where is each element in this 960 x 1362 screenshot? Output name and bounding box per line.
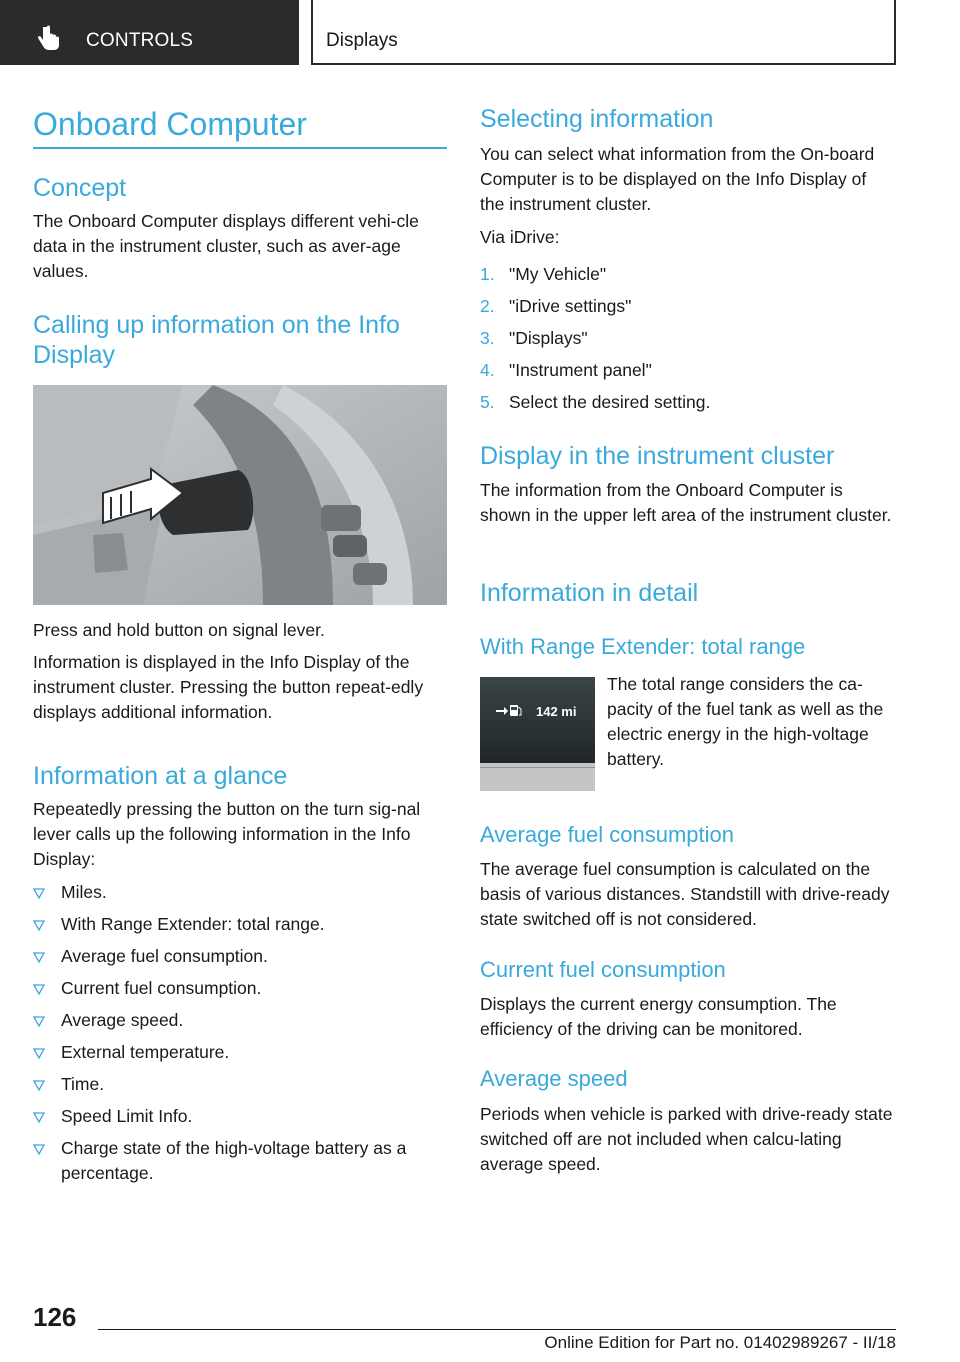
footer-rule bbox=[98, 1329, 896, 1330]
glance-heading: Information at a glance bbox=[33, 762, 288, 790]
range-value: 142 mi bbox=[536, 704, 577, 719]
glance-item bbox=[33, 880, 447, 905]
glance-item bbox=[33, 912, 447, 937]
section-label: CONTROLS bbox=[86, 30, 194, 51]
step-text: "Instrument panel" bbox=[509, 360, 652, 380]
step-number: 3. bbox=[480, 328, 495, 348]
glance-item-text: Miles. bbox=[61, 882, 107, 902]
hand-pointer-icon bbox=[36, 25, 62, 53]
step-item bbox=[480, 390, 895, 415]
signal-lever-illustration bbox=[33, 385, 447, 605]
concept-heading: Concept bbox=[33, 174, 127, 202]
step-item bbox=[480, 326, 895, 351]
step-number: 4. bbox=[480, 360, 495, 380]
step-item bbox=[480, 358, 895, 383]
title-rule bbox=[33, 147, 447, 149]
avg-speed-heading: Average speed bbox=[480, 1066, 628, 1091]
chapter-label: Displays bbox=[326, 30, 398, 51]
page-title: Onboard Computer bbox=[33, 106, 307, 142]
calling-caption-2: Information is displayed in the Info Display of the instrument cluster. Pressing the button repeat-edly displays additional information. bbox=[33, 652, 424, 722]
triangle-bullet-icon bbox=[33, 1112, 45, 1123]
cur-fuel-text: Displays the current energy consumption. The efficiency of the driving can be monitored. bbox=[480, 994, 837, 1039]
step-text: "My Vehicle" bbox=[509, 264, 607, 284]
calling-heading: Calling up information on the Info Display bbox=[33, 311, 400, 369]
glance-item bbox=[33, 976, 447, 1001]
glance-item-text: Speed Limit Info. bbox=[61, 1106, 193, 1126]
glance-item-text: Average fuel consumption. bbox=[61, 946, 268, 966]
triangle-bullet-icon bbox=[33, 952, 45, 963]
glance-item bbox=[33, 1072, 447, 1097]
display-text: The information from the Onboard Computer is shown in the upper left area of the instrument cluster. bbox=[480, 480, 892, 525]
cluster-display bbox=[480, 677, 595, 791]
glance-item bbox=[33, 1104, 447, 1129]
chapter-tab bbox=[311, 0, 896, 65]
step-text: "Displays" bbox=[509, 328, 588, 348]
avg-fuel-heading: Average fuel consumption bbox=[480, 822, 734, 847]
via-idrive-text: Via iDrive: bbox=[480, 227, 560, 247]
triangle-bullet-icon bbox=[33, 920, 45, 931]
avg-fuel-text: The average fuel consumption is calculated on the basis of various distances. Standstill with drive-ready state switched off is not considered. bbox=[480, 859, 890, 929]
edition-note: Online Edition for Part no. 01402989267 - II/18 bbox=[544, 1333, 896, 1352]
glance-item-text: External temperature. bbox=[61, 1042, 230, 1062]
triangle-bullet-icon bbox=[33, 1048, 45, 1059]
page-number: 126 bbox=[33, 1302, 77, 1332]
selecting-heading: Selecting information bbox=[480, 105, 714, 133]
range-cluster-image bbox=[480, 677, 595, 791]
glance-item-text: Time. bbox=[61, 1074, 105, 1094]
range-text: The total range considers the ca-pacity of the fuel tank as well as the electric energy in the high-voltage battery. bbox=[607, 674, 884, 769]
cur-fuel-heading: Current fuel consumption bbox=[480, 957, 726, 982]
triangle-bullet-icon bbox=[33, 1016, 45, 1027]
step-text: "iDrive settings" bbox=[509, 296, 632, 316]
display-heading: Display in the instrument cluster bbox=[480, 442, 835, 470]
glance-item bbox=[33, 944, 447, 969]
triangle-bullet-icon bbox=[33, 888, 45, 899]
glance-item bbox=[33, 1136, 447, 1186]
avg-speed-text: Periods when vehicle is parked with drive-ready state switched off are not included when calcu-lating average speed. bbox=[480, 1104, 893, 1174]
steps-list bbox=[480, 262, 895, 422]
glance-item bbox=[33, 1008, 447, 1033]
glance-item-text: Charge state of the high-voltage battery as a percentage. bbox=[61, 1138, 407, 1183]
glance-item-text: Current fuel consumption. bbox=[61, 978, 262, 998]
triangle-bullet-icon bbox=[33, 984, 45, 995]
range-heading: With Range Extender: total range bbox=[480, 634, 806, 659]
step-number: 5. bbox=[480, 392, 495, 412]
calling-caption-1: Press and hold button on signal lever. bbox=[33, 620, 325, 640]
triangle-bullet-icon bbox=[33, 1144, 45, 1155]
step-number: 2. bbox=[480, 296, 495, 316]
step-item bbox=[480, 262, 895, 287]
step-text: Select the desired setting. bbox=[509, 392, 711, 412]
glance-list bbox=[33, 880, 447, 1193]
signal-lever-photo bbox=[33, 385, 447, 605]
glance-intro: Repeatedly pressing the button on the turn sig-nal lever calls up the following information in the Info Display: bbox=[33, 799, 421, 869]
glance-item bbox=[33, 1040, 447, 1065]
detail-heading: Information in detail bbox=[480, 579, 699, 607]
step-item bbox=[480, 294, 895, 319]
glance-item-text: Average speed. bbox=[61, 1010, 184, 1030]
triangle-bullet-icon bbox=[33, 1080, 45, 1091]
glance-item-text: With Range Extender: total range. bbox=[61, 914, 325, 934]
selecting-text: You can select what information from the On-board Computer is to be displayed on the Info Display of the instrument cluster. bbox=[480, 144, 875, 214]
step-number: 1. bbox=[480, 264, 495, 284]
concept-text: The Onboard Computer displays different vehi-cle data in the instrument cluster, such as aver-age values. bbox=[33, 211, 419, 281]
section-tab bbox=[0, 0, 299, 65]
